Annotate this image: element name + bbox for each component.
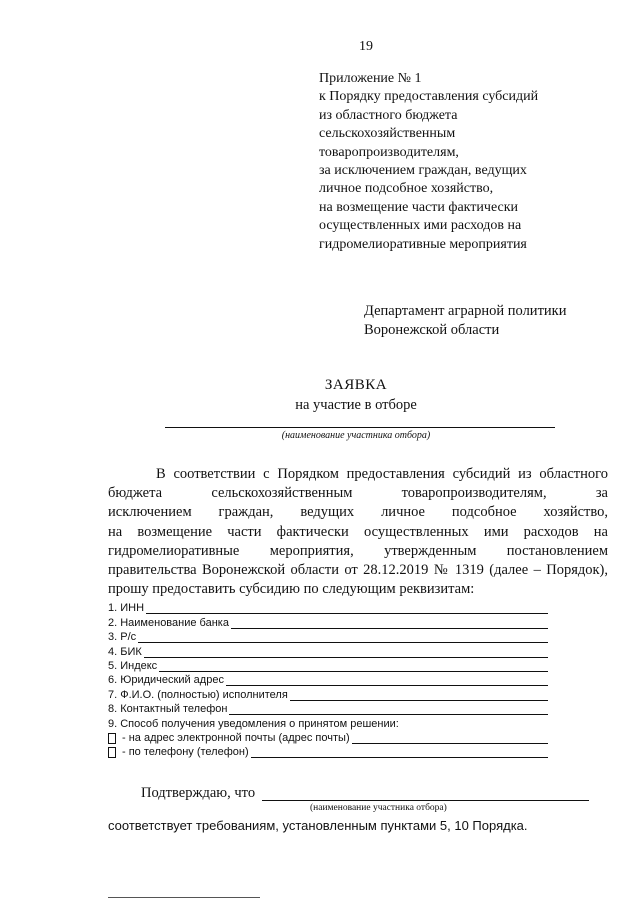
phone-checkbox[interactable]	[108, 747, 116, 758]
page-number: 19	[359, 39, 373, 54]
paragraph-line: прошу предоставить субсидию по следующим реквизитам:	[108, 581, 475, 598]
appendix-line: гидромелиоративные мероприятия	[319, 236, 527, 252]
participant-name-line[interactable]	[165, 427, 555, 428]
inn-input-line[interactable]	[146, 604, 548, 614]
option-label: - на адрес электронной почты (адрес почты)	[122, 731, 350, 744]
field-bank-name	[108, 614, 548, 628]
field-label: 9. Способ получения уведомления о принятом решении:	[108, 717, 399, 730]
paragraph-line: на возмещение части фактически осуществленных ими расходов на	[108, 523, 608, 540]
confirmation-caption: (наименование участника отбора)	[310, 803, 447, 813]
field-label: 1. ИНН	[108, 602, 145, 615]
legal-address-input-line[interactable]	[226, 676, 548, 686]
paragraph-line: правительства Воронежской области от 28.12.2019 № 1319 (далее – Порядок),	[108, 562, 608, 579]
document-subtitle: на участие в отборе	[295, 397, 417, 413]
recipient-block	[364, 302, 566, 340]
confirmation-text: Подтверждаю, что	[141, 785, 256, 801]
confirmation-conclusion: соответствует требованиям, установленным пунктами 5, 10 Порядка.	[108, 818, 528, 833]
field-account	[108, 629, 548, 643]
participant-caption: (наименование участника отбора)	[281, 430, 431, 441]
field-label: 7. Ф.И.О. (полностью) исполнителя	[108, 688, 288, 701]
appendix-line: осуществленных ими расходов на	[319, 218, 522, 234]
paragraph-line: бюджета сельскохозяйственным товаропроизводителям, за	[108, 485, 608, 502]
field-label: 2. Наименование банка	[108, 616, 229, 629]
bank-name-input-line[interactable]	[231, 619, 548, 629]
phone-input-line[interactable]	[251, 748, 548, 758]
field-label: 5. Индекс	[108, 659, 158, 672]
appendix-line: товаропроизводителям,	[319, 144, 459, 160]
paragraph-line: гидромелиоративные мероприятия, утвержденным постановлением	[108, 542, 608, 559]
email-input-line[interactable]	[352, 734, 548, 744]
appendix-line: на возмещение части фактически	[319, 199, 519, 215]
account-input-line[interactable]	[138, 633, 548, 643]
field-postal-index	[108, 658, 548, 672]
option-phone	[108, 744, 548, 758]
document-title: ЗАЯВКА	[324, 377, 388, 393]
recipient-line: Департамент аграрной политики	[364, 303, 567, 319]
paragraph-line: исключением граждан, ведущих личное подсобное хозяйство,	[108, 504, 608, 521]
footnote-divider	[108, 897, 260, 898]
requisites-form	[108, 600, 548, 758]
body-paragraph	[108, 465, 608, 599]
field-executor-name	[108, 686, 548, 700]
field-bik	[108, 643, 548, 657]
appendix-line: за исключением граждан, ведущих	[319, 163, 527, 179]
appendix-line: личное подсобное хозяйство,	[319, 181, 494, 197]
option-label: - по телефону (телефон)	[122, 746, 249, 759]
recipient-line: Воронежской области	[364, 322, 500, 338]
field-notification-method	[108, 715, 548, 729]
email-checkbox[interactable]	[108, 733, 116, 744]
appendix-line: Приложение № 1	[319, 71, 422, 86]
option-email	[108, 730, 548, 744]
appendix-line: сельскохозяйственным	[319, 126, 456, 142]
field-inn	[108, 600, 548, 614]
field-label: 4. БИК	[108, 645, 142, 658]
appendix-header	[319, 70, 538, 254]
contact-phone-input-line[interactable]	[229, 705, 548, 715]
field-legal-address	[108, 672, 548, 686]
field-label: 3. Р/с	[108, 631, 137, 644]
field-label: 6. Юридический адрес	[108, 674, 224, 687]
field-label: 8. Контактный телефон	[108, 703, 228, 716]
paragraph-line: В соответствии с Порядком предоставления субсидий из областного	[156, 466, 608, 482]
postal-index-input-line[interactable]	[159, 662, 548, 672]
field-contact-phone	[108, 701, 548, 715]
confirmation-name-line[interactable]	[262, 800, 589, 801]
appendix-line: из областного бюджета	[319, 107, 458, 123]
bik-input-line[interactable]	[144, 648, 548, 658]
executor-name-input-line[interactable]	[290, 691, 548, 701]
appendix-line: к Порядку предоставления субсидий	[319, 89, 539, 105]
